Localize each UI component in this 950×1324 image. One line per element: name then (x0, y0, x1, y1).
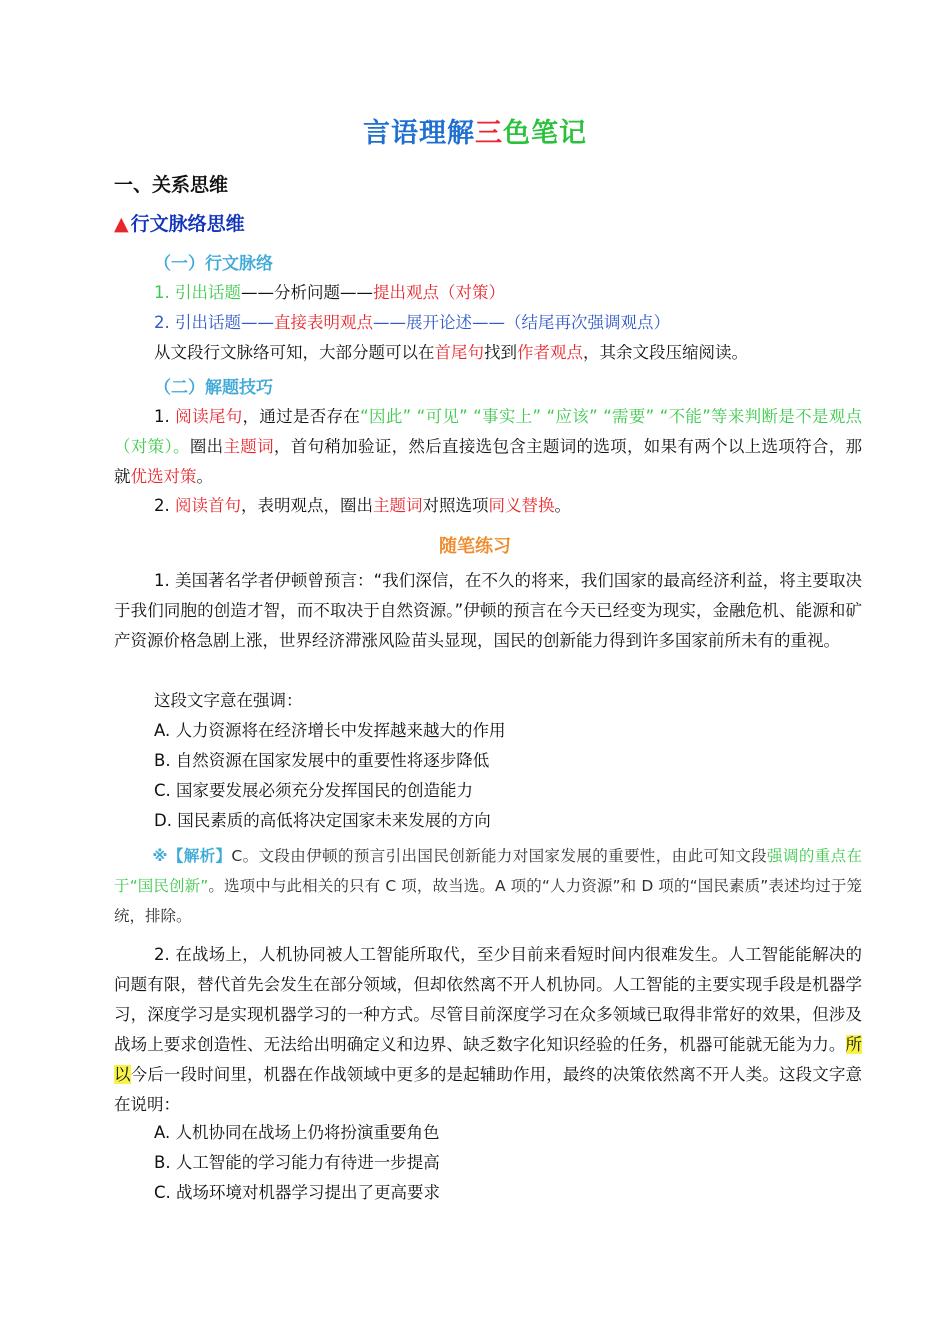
p1-read-last: 阅读尾句 (175, 407, 243, 426)
line2-rest: ——展开论述——（结尾再次强调观点） (373, 313, 670, 332)
line3-text-a: 从文段行文脉络可知，大部分题可以在 (154, 343, 435, 362)
part-a-line-2 (154, 308, 670, 338)
q2-stem-b: 今后一段时间里，机器在作战领域中更多的是起辅助作用，最终的决策依然离不开人类。这段文字意在说明： (114, 1065, 862, 1114)
p2-end: 。 (554, 496, 571, 515)
line1-analysis: ——分析问题—— (241, 283, 373, 302)
part-b-paragraph-2 (154, 491, 571, 521)
q1-prompt: 这段文字意在强调： (154, 691, 303, 710)
page-title (0, 112, 950, 156)
line2-dash: —— (241, 313, 274, 332)
part-b-paragraph-1 (114, 402, 862, 492)
q2-stem (114, 940, 862, 1120)
q1-option-d: D. 国民素质的高低将决定国家未来发展的方向 (154, 811, 491, 830)
part-a-line-1 (154, 278, 505, 308)
p1-text-g: ，首句稍加验证，然后直接选包含主题词的选项，如果有两个以上选项符合，那就 (114, 437, 862, 486)
p2-topic-word: 主题词 (373, 496, 423, 515)
p1-keywords: “因此” “可见” “事实上” “应该” “需要” “不能”等来判断是不是观点（对策）。 (114, 407, 862, 456)
q2-option-c: C. 战场环境对机器学习提出了更高要求 (154, 1183, 441, 1202)
p1-topic-word: 主题词 (223, 437, 274, 456)
p2-text-e: 对照选项 (422, 496, 489, 515)
p1-num: 1. (154, 407, 176, 426)
section-heading-1: 一、关系思维 (114, 174, 229, 196)
q1-option-a: A. 人力资源将在经济增长中发挥越来越大的作用 (154, 721, 506, 740)
section-subheading (114, 209, 245, 239)
line2-viewpoint: 直接表明观点 (274, 313, 373, 332)
practice-heading: 随笔练习 (439, 536, 511, 557)
part-b-heading: （二）解题技巧 (154, 378, 273, 398)
line3-author-view: 作者观点 (517, 343, 583, 362)
p1-text-c: ，通过是否存在 (242, 407, 361, 426)
title-part-blue: 言语理解 (363, 118, 475, 149)
p1-text-e: 圈出 (189, 437, 224, 456)
line3-text-c: 找到 (484, 343, 517, 362)
analysis-text-a: C。文段由伊顿的预言引出国民创新能力对国家发展的重要性，由此可知文段 (231, 847, 768, 865)
line3-text-e: ，其余文段压缩阅读。 (583, 343, 748, 362)
subheading-label: 行文脉络思维 (130, 213, 245, 235)
title-part-green: 色笔记 (503, 118, 587, 149)
part-a-line-3 (154, 338, 748, 368)
line1-topic: 1. 引出话题 (154, 283, 241, 302)
line2-topic: 2. 引出话题 (154, 313, 241, 332)
p1-prefer: 优选对策 (130, 467, 197, 486)
q2-highlight: 所以 (114, 1035, 862, 1084)
line3-first-last: 首尾句 (434, 343, 484, 362)
q1-option-b: B. 自然资源在国家发展中的重要性将逐步降低 (154, 751, 490, 770)
analysis-text-c: 。选项中与此相关的只有 C 项，故当选。A 项的“人力资源”和 D 项的“国民素质”表述均过于笼统，排除。 (114, 877, 863, 925)
q1-stem (114, 566, 862, 656)
p2-num: 2. (154, 496, 175, 515)
analysis-tag: ※【解析】 (152, 847, 232, 865)
p2-read-first: 阅读首句 (175, 496, 241, 515)
triangle-marker-icon: ▲ (114, 213, 129, 235)
q1-stem-text: 1. 美国著名学者伊顿曾预言：“我们深信，在不久的将来，我们国家的最高经济利益，将主要取决于我们同胞的创造才智，而不取决于自然资源。”伊顿的预言在今天已经变为现实，金融危机、能源和矿产资源价格急剧上涨，世界经济滞涨风险苗头显现，国民的创新能力得到许多国家前所未有的重视。 (114, 571, 862, 650)
analysis-emphasis: 强调的重点在于“国民创新” (114, 847, 862, 895)
part-a-heading: （一）行文脉络 (154, 254, 273, 274)
title-part-red: 三 (475, 118, 503, 149)
p2-text-c: ，表明观点，圈出 (241, 496, 373, 515)
q2-stem-a: 2. 在战场上，人机协同被人工智能所取代，至少目前来看短时间内很难发生。人工智能能解决的问题有限，替代首先会发生在部分领域，但却依然离不开人机协同。人工智能的主要实现手段是机器学习，深度学习是实现机器学习的一种方式。尽管目前深度学习在众多领域已取得非常好的效果，但涉及战场上要求创造性、无法给出明确定义和边界、缺乏数字化知识经验的任务，机器可能就无能为力。 (114, 945, 862, 1054)
q2-option-b: B. 人工智能的学习能力有待进一步提高 (154, 1153, 440, 1172)
p2-synonym: 同义替换 (488, 496, 555, 515)
line1-viewpoint: 提出观点（对策） (373, 283, 505, 302)
q1-option-c: C. 国家要发展必须充分发挥国民的创造能力 (154, 781, 474, 800)
q1-analysis (114, 841, 862, 931)
p1-end: 。 (196, 467, 213, 486)
q2-option-a: A. 人机协同在战场上仍将扮演重要角色 (154, 1123, 440, 1142)
